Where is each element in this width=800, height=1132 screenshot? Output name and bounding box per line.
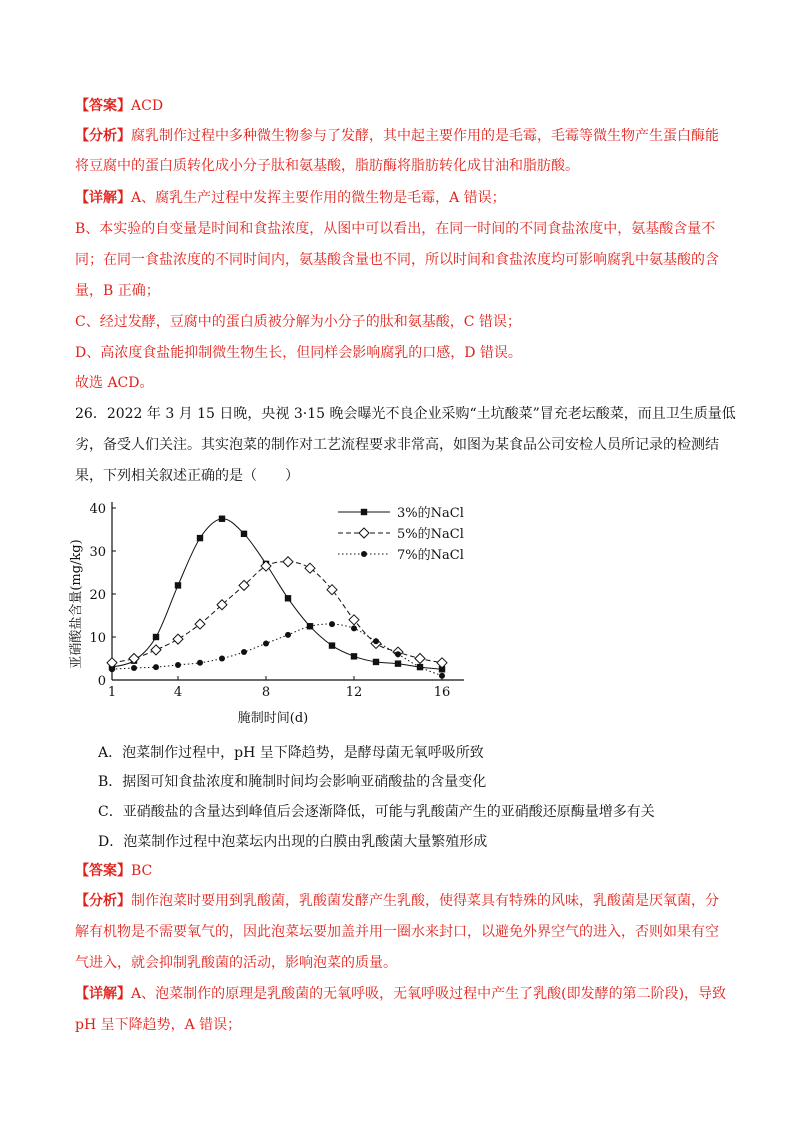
legend-marker-3 [361,551,367,557]
legend-marker-1 [361,509,367,515]
y-tick-label: 0 [97,674,106,689]
series-line-1 [112,519,442,670]
option-b: B．据图可知食盐浓度和腌制时间均会影响亚硝酸盐的含量变化 [98,774,487,790]
chart-legend [338,506,464,563]
data-point-series-2 [415,654,425,664]
y-axis-label: 亚硝酸盐含量(mg/kg) [69,539,84,669]
y-tick-label: 20 [89,588,106,603]
detail-label-2: 【详解】 [75,986,131,1002]
data-point-series-1 [197,535,203,541]
legend-marker-2 [359,528,369,538]
data-point-series-3 [373,638,379,644]
answer-line-2 [75,861,152,881]
data-point-series-2 [129,654,139,664]
detail-2-line-a1 [75,984,726,1004]
analysis-text: 腐乳制作过程中多种微生物参与了发酵，其中起主要作用的是毛霉，毛霉等微生物产生蛋白酶能 [131,128,719,144]
detail-a-text: A、腐乳生产过程中发挥主要作用的微生物是毛霉，A 错误； [131,190,506,206]
data-point-series-3 [175,662,181,668]
data-point-series-3 [307,623,313,629]
x-tick-label: 8 [261,685,271,700]
x-tick-label: 1 [107,685,117,700]
answer-label-2: 【答案】 [75,863,131,879]
detail-line-b3: 量，B 正确； [75,283,160,299]
analysis-2-line-2: 解有机物是不需要氧气的，因此泡菜坛要加盖并用一圈水来封口，以避免外界空气的进入，否则如果有空 [75,924,719,940]
detail-line-d: D、高浓度食盐能抑制微生物生长，但同样会影响腐乳的口感，D 错误。 [75,345,522,361]
detail-line-a [75,188,506,208]
analysis-2-text: 制作泡菜时要用到乳酸菌，乳酸菌发酵产生乳酸，使得菜具有特殊的风味，乳酸菌是厌氧菌，分 [131,893,719,909]
answer-value-2: BC [131,863,153,879]
chart-plot [107,516,447,679]
data-point-series-3 [395,651,401,657]
data-point-series-3 [131,665,137,671]
data-point-series-1 [153,634,159,640]
data-point-series-3 [329,621,335,627]
detail-line-c: C、经过发酵，豆腐中的蛋白质被分解为小分子的肽和氨基酸，C 错误； [75,314,521,330]
data-point-series-3 [351,625,357,631]
data-point-series-3 [241,649,247,655]
data-point-series-3 [417,664,423,670]
data-point-series-3 [153,664,159,670]
data-point-series-2 [349,615,359,625]
x-tick-label: 16 [433,685,451,700]
legend-label-3: 7%的NaCl [397,548,464,563]
data-point-series-3 [109,666,115,672]
data-point-series-1 [219,516,225,522]
option-d: D．泡菜制作过程中泡菜坛内出现的白膜由乳酸菌大量繁殖形成 [98,834,488,850]
legend-label-1: 3%的NaCl [397,506,464,521]
answer-label: 【答案】 [75,98,131,114]
data-point-series-2 [283,557,293,567]
data-point-series-1 [175,582,181,588]
data-point-series-2 [437,658,447,668]
y-tick-label: 10 [89,631,106,646]
analysis-line-1 [75,126,719,146]
data-point-series-1 [285,595,291,601]
question-line-2: 劣，备受人们关注。其实泡菜的制作对工艺流程要求非常高，如图为某食品公司安检人员所记录的检测结 [75,437,719,453]
x-axis-label: 腌制时间(d) [237,711,309,726]
data-point-series-2 [173,634,183,644]
data-point-series-3 [439,673,445,679]
legend-label-2: 5%的NaCl [397,527,464,542]
option-c: C．亚硝酸盐的含量达到峰值后会逐渐降低，可能与乳酸菌产生的亚硝酸还原酶量增多有关 [98,804,655,820]
option-a: A．泡菜制作过程中，pH 呈下降趋势，是酵母菌无氧呼吸所致 [98,745,484,761]
detail-line-b2: 同；在同一食盐浓度的不同时间内，氨基酸含量也不同，所以时间和食盐浓度均可影响腐乳中氨基酸的含 [75,252,719,268]
nitrite-line-chart [60,492,480,728]
analysis-2-line-1 [75,891,719,911]
data-point-series-1 [241,531,247,537]
question-line-1: 26．2022 年 3 月 15 日晚，央视 3·15 晚会曝光不良企业采购“土坑酸菜”冒充老坛酸菜，而且卫生质量低 [75,406,736,422]
analysis-label-2: 【分析】 [75,893,131,909]
analysis-line-2: 将豆腐中的蛋白质转化成小分子肽和氨基酸，脂肪酶将脂肪转化成甘油和脂肪酸。 [75,158,579,174]
detail-line-b1: B、本实验的自变量是时间和食盐浓度，从图中可以看出，在同一时间的不同食盐浓度中，氨基酸含量不 [75,221,716,237]
series-line-2 [112,562,442,663]
data-point-series-2 [151,645,161,655]
data-point-series-3 [263,640,269,646]
analysis-2-line-3: 气进入，就会抑制乳酸菌的活动，影响泡菜的质量。 [75,955,397,971]
x-tick-label: 4 [173,685,183,700]
data-point-series-2 [195,619,205,629]
data-point-series-1 [373,659,379,665]
detail-2-a1-text: A、泡菜制作的原理是乳酸菌的无氧呼吸，无氧呼吸过程中产生了乳酸(即发酵的第二阶段)，导致 [131,986,727,1002]
data-point-series-3 [285,632,291,638]
question-line-3: 果，下列相关叙述正确的是（ ） [75,468,299,484]
data-point-series-1 [351,653,357,659]
answer-line-1 [75,96,163,116]
conclusion-line: 故选 ACD。 [75,375,154,391]
y-tick-label: 30 [89,545,106,560]
data-point-series-3 [197,660,203,666]
y-tick-label: 40 [89,502,106,517]
x-tick-label: 12 [345,685,363,700]
detail-2-line-a2: pH 呈下降趋势，A 错误； [75,1017,242,1033]
analysis-label: 【分析】 [75,128,131,144]
data-point-series-1 [395,660,401,666]
detail-label: 【详解】 [75,190,131,206]
data-point-series-2 [305,563,315,573]
data-point-series-1 [329,642,335,648]
data-point-series-3 [219,656,225,662]
answer-value: ACD [131,98,164,114]
